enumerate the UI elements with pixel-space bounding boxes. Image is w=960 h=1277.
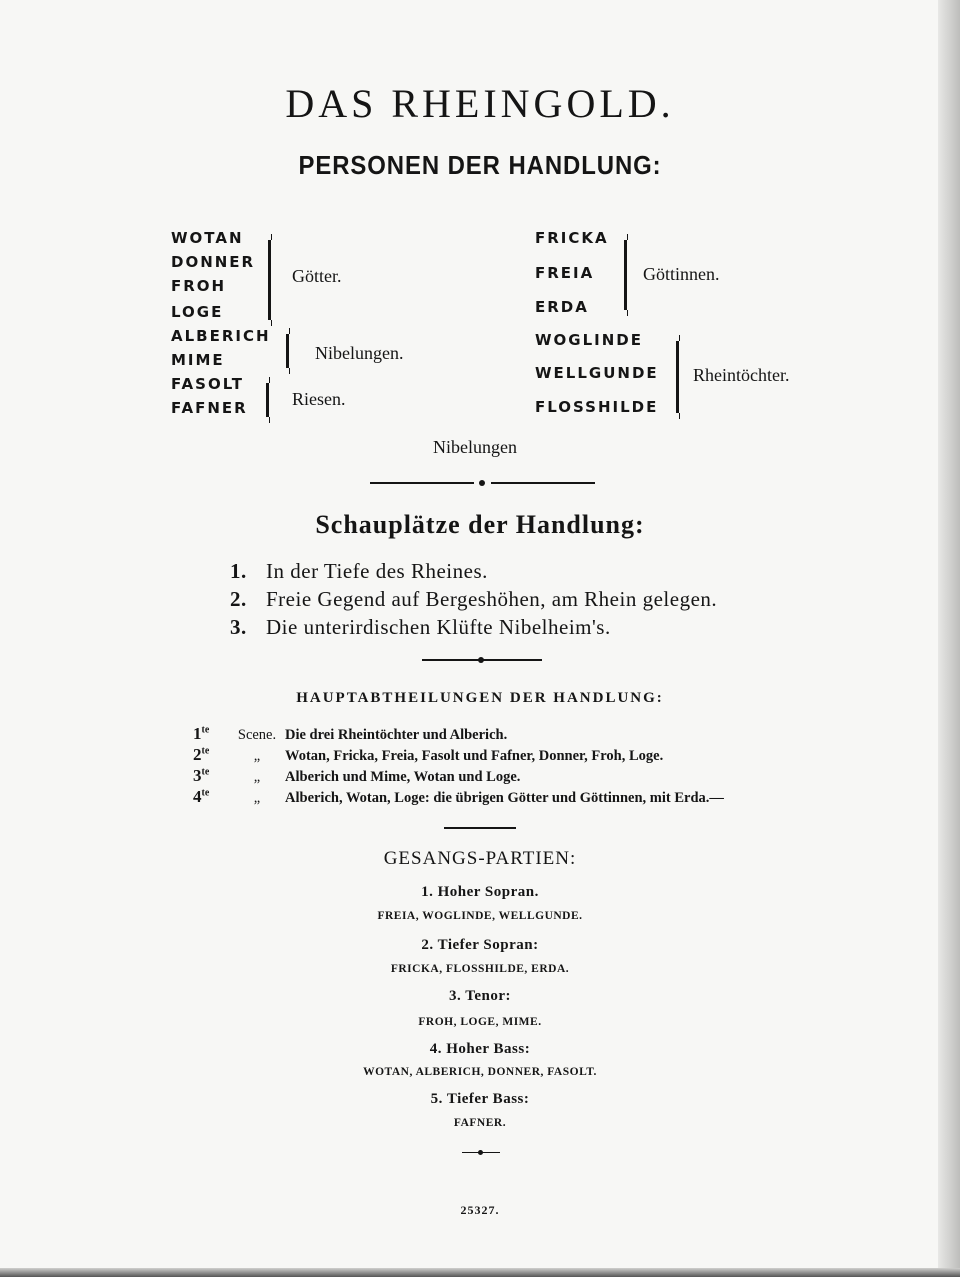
voice-roles: FRICKA, FLOSSHILDE, ERDA. (390, 963, 570, 975)
ornament-rule-left (370, 482, 474, 484)
role-erda: ERDA (535, 298, 589, 316)
scene-number: $3^{te}$ (193, 766, 210, 785)
bracket-goetter (268, 240, 271, 320)
scene-description: Alberich, Wotan, Loge: die übrigen Götter und Göttinnen, mit Erda.— (285, 790, 724, 806)
schauplaetze-heading: Schauplätze der Handlung: (315, 510, 645, 539)
voice-heading: 2. Tiefer Sopran: (421, 937, 539, 953)
group-riesen: Riesen. (292, 389, 346, 409)
extra-role-nibelungen: Nibelungen (433, 437, 517, 457)
group-rheintoechter: Rheintöchter. (693, 365, 790, 385)
role-wotan: WOTAN (171, 229, 244, 247)
ornament-dot (478, 1150, 483, 1155)
scene-number: $1^{te}$ (193, 724, 210, 743)
setting-text: Freie Gegend auf Bergeshöhen, am Rhein gelegen. (266, 587, 718, 611)
role-donner: DONNER (171, 253, 256, 271)
role-flosshilde: FLOSSHILDE (535, 398, 659, 416)
ornament-dot (479, 480, 485, 486)
setting-text: In der Tiefe des Rheines. (266, 559, 488, 583)
setting-number: 3. (230, 615, 247, 639)
voice-heading: 3. Tenor: (448, 988, 511, 1004)
bracket-goettinnen (624, 240, 627, 310)
group-goettinnen: Göttinnen. (643, 264, 720, 284)
scene-label: „ (253, 748, 261, 764)
voice-roles: FROH, LOGE, MIME. (418, 1016, 542, 1028)
voice-heading: 5. Tiefer Bass: (430, 1091, 530, 1107)
bracket-rheintoechter (676, 341, 679, 413)
bracket-riesen (266, 383, 269, 417)
role-froh: FROH (171, 277, 227, 295)
plate-number: 25327. (460, 1203, 500, 1217)
role-loge: LOGE (171, 303, 224, 321)
separator-rule (444, 827, 516, 829)
scene-description: Die drei Rheintöchter und Alberich. (285, 727, 508, 743)
role-mime: MIME (171, 351, 225, 369)
role-freia: FREIA (535, 264, 595, 282)
voice-roles: WOTAN, ALBERICH, DONNER, FASOLT. (363, 1066, 597, 1078)
group-nibelungen: Nibelungen. (315, 343, 404, 363)
role-woglinde: WOGLINDE (535, 331, 643, 349)
voice-roles: FAFNER. (453, 1117, 507, 1129)
setting-item (230, 587, 717, 612)
role-fafner: FAFNER (171, 399, 248, 417)
role-fasolt: FASOLT (171, 375, 244, 393)
setting-item (230, 615, 611, 640)
scene-row (193, 766, 520, 786)
scene-description: Alberich und Mime, Wotan und Loge. (285, 769, 521, 785)
personen-heading: PERSONEN DER HANDLUNG: (298, 150, 662, 180)
scene-description: Wotan, Fricka, Freia, Fasolt und Fafner, Donner, Froh, Loge. (285, 748, 664, 764)
page-title: DAS RHEINGOLD. (285, 81, 675, 126)
scene-number: $4^{te}$ (193, 787, 210, 806)
hauptabtheilungen-heading: HAUPTABTHEILUNGEN DER HANDLUNG: (296, 690, 664, 706)
ornament-rule-right (491, 482, 595, 484)
scene-row (193, 724, 507, 744)
role-wellgunde: WELLGUNDE (535, 364, 659, 382)
scene-number: $2^{te}$ (193, 745, 210, 764)
scene-label: „ (253, 790, 261, 806)
page-edge (938, 0, 960, 1277)
setting-number: 2. (230, 587, 247, 611)
scene-row (193, 787, 724, 807)
scene-label: „ (253, 769, 261, 785)
ornament-dot (478, 657, 484, 663)
gesang-heading: GESANGS-PARTIEN: (383, 848, 577, 869)
role-fricka: FRICKA (535, 229, 609, 247)
setting-text: Die unterirdischen Klüfte Nibelheim's. (266, 615, 611, 639)
scene-label: Scene. (237, 727, 277, 743)
voice-heading: 4. Hoher Bass: (429, 1041, 531, 1057)
voice-heading: 1. Hoher Sopran. (421, 884, 539, 900)
bracket-nibelungen (286, 334, 289, 368)
bottom-edge (0, 1268, 960, 1277)
setting-item (230, 559, 488, 584)
role-alberich: ALBERICH (171, 327, 271, 345)
voice-roles: FREIA, WOGLINDE, WELLGUNDE. (377, 910, 583, 922)
setting-number: 1. (230, 559, 247, 583)
group-goetter: Götter. (292, 266, 342, 286)
scene-row (193, 745, 663, 765)
